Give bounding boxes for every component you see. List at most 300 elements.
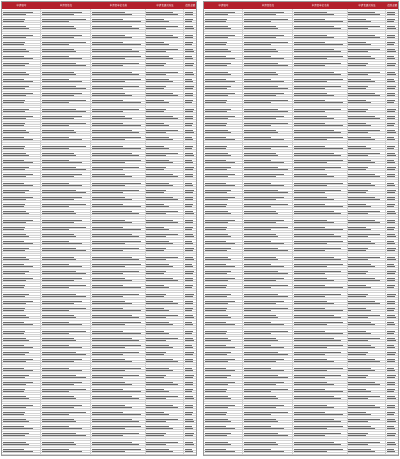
table-cell [293, 423, 347, 424]
cell-text-placeholder [294, 220, 327, 221]
table-cell [184, 196, 196, 197]
cell-text-placeholder [205, 146, 227, 147]
table-cell [348, 328, 387, 329]
cell-text-placeholder [146, 333, 169, 334]
cell-text-placeholder [348, 370, 374, 371]
cell-text-placeholder [3, 382, 33, 383]
table-cell [204, 418, 243, 419]
cell-text-placeholder [244, 42, 288, 43]
cell-text-placeholder [294, 398, 341, 399]
cell-text-placeholder [244, 398, 279, 399]
cell-text-placeholder [244, 35, 285, 36]
cell-text-placeholder [387, 225, 395, 226]
table-cell [41, 85, 91, 86]
cell-text-placeholder [348, 333, 371, 334]
table-cell [204, 196, 243, 197]
table-cell [348, 307, 387, 308]
cell-text-placeholder [92, 211, 132, 212]
table-cell [293, 293, 347, 294]
table-cell [91, 319, 145, 320]
table-cell [41, 233, 91, 234]
table-cell [386, 18, 398, 19]
cell-text-placeholder [348, 246, 380, 247]
cell-text-placeholder [387, 77, 394, 78]
cell-text-placeholder [185, 419, 193, 420]
cell-text-placeholder [387, 368, 394, 369]
cell-text-placeholder [42, 222, 75, 223]
cell-text-placeholder [42, 366, 86, 367]
table-cell [293, 155, 347, 156]
cell-text-placeholder [92, 61, 132, 62]
cell-text-placeholder [146, 255, 172, 256]
table-cell [204, 435, 243, 436]
cell-text-placeholder [185, 364, 193, 365]
table-cell [293, 106, 347, 107]
table-cell [243, 169, 293, 170]
table-cell [41, 173, 91, 174]
cell-text-placeholder [387, 165, 395, 166]
cell-text-placeholder [387, 146, 394, 147]
cell-text-placeholder [42, 56, 69, 57]
table-cell [386, 132, 398, 133]
table-cell [348, 162, 387, 163]
cell-text-placeholder [205, 209, 235, 210]
table-cell [204, 337, 243, 338]
table-cell [2, 407, 41, 408]
table-cell [243, 358, 293, 359]
table-cell [146, 178, 185, 179]
cell-text-placeholder [205, 317, 231, 318]
cell-text-placeholder [185, 37, 193, 38]
table-cell [91, 291, 145, 292]
table-cell [41, 314, 91, 315]
table-cell [293, 388, 347, 389]
cell-text-placeholder [244, 130, 277, 131]
table-cell [386, 233, 398, 234]
cell-text-placeholder [185, 158, 192, 159]
cell-text-placeholder [185, 174, 193, 175]
table-cell [41, 113, 91, 114]
cell-text-placeholder [387, 264, 394, 265]
table-cell [91, 102, 145, 103]
table-cell [243, 300, 293, 301]
cell-text-placeholder [348, 114, 371, 115]
cell-text-placeholder [3, 209, 33, 210]
table-cell [146, 277, 185, 278]
table-cell [146, 106, 185, 107]
cell-text-placeholder [244, 107, 277, 108]
table-cell [348, 250, 387, 251]
cell-text-placeholder [3, 283, 29, 284]
cell-text-placeholder [348, 209, 374, 210]
table-cell [348, 261, 387, 262]
cell-text-placeholder [205, 354, 227, 355]
table-cell [2, 252, 41, 253]
table-body [204, 9, 398, 456]
cell-text-placeholder [185, 440, 193, 441]
table-cell [386, 92, 398, 93]
cell-text-placeholder [387, 142, 395, 143]
table-cell [204, 14, 243, 15]
table-cell [348, 300, 387, 301]
cell-text-placeholder [387, 179, 395, 180]
table-cell [386, 199, 398, 200]
table-cell [184, 169, 196, 170]
table-cell [184, 90, 196, 91]
table-cell [41, 187, 91, 188]
cell-text-placeholder [348, 109, 368, 110]
table-cell [91, 277, 145, 278]
cell-text-placeholder [205, 100, 227, 101]
cell-text-placeholder [348, 354, 366, 355]
cell-text-placeholder [387, 172, 394, 173]
table-cell [91, 215, 145, 216]
table-cell [293, 289, 347, 290]
cell-text-placeholder [92, 246, 132, 247]
table-cell [348, 23, 387, 24]
table-cell [2, 104, 41, 105]
cell-text-placeholder [146, 68, 169, 69]
table-cell [204, 455, 243, 456]
table-cell [386, 97, 398, 98]
table-cell [386, 314, 398, 315]
cell-text-placeholder [244, 271, 279, 272]
cell-text-placeholder [185, 329, 193, 330]
cell-text-placeholder [244, 10, 271, 11]
table-cell [348, 363, 387, 364]
table-cell [386, 125, 398, 126]
cell-text-placeholder [205, 44, 226, 45]
cell-text-placeholder [92, 31, 123, 32]
cell-text-placeholder [92, 345, 141, 346]
table-cell [348, 393, 387, 394]
cell-text-placeholder [244, 44, 271, 45]
cell-text-placeholder [205, 315, 228, 316]
cell-text-placeholder [3, 419, 26, 420]
cell-text-placeholder [185, 225, 193, 226]
cell-text-placeholder [185, 72, 193, 73]
table-cell [2, 324, 41, 325]
cell-text-placeholder [294, 401, 325, 402]
cell-text-placeholder [348, 315, 380, 316]
table-cell [386, 208, 398, 209]
cell-text-placeholder [92, 81, 125, 82]
table-cell [348, 21, 387, 22]
table-cell [348, 361, 387, 362]
cell-text-placeholder [348, 24, 374, 25]
table-cell [146, 148, 185, 149]
cell-text-placeholder [92, 294, 139, 295]
table-cell [41, 18, 91, 19]
table-cell [2, 125, 41, 126]
table-cell [2, 203, 41, 204]
cell-text-placeholder [294, 447, 325, 448]
table-cell [184, 398, 196, 399]
table-cell [386, 453, 398, 454]
cell-text-placeholder [42, 308, 86, 309]
cell-text-placeholder [185, 167, 193, 168]
cell-text-placeholder [205, 195, 226, 196]
cell-text-placeholder [146, 146, 164, 147]
cell-text-placeholder [92, 373, 132, 374]
table-cell [2, 400, 41, 401]
table-cell [91, 455, 145, 456]
cell-text-placeholder [185, 236, 193, 237]
cell-text-placeholder [205, 253, 226, 254]
table-cell [146, 9, 185, 10]
table-cell [348, 398, 387, 399]
table-cell [204, 287, 243, 288]
cell-text-placeholder [244, 204, 288, 205]
table-cell [243, 326, 293, 327]
table-cell [146, 451, 185, 452]
cell-text-placeholder [42, 165, 75, 166]
cell-text-placeholder [3, 84, 26, 85]
table-cell [91, 229, 145, 230]
cell-text-placeholder [205, 294, 231, 295]
cell-text-placeholder [185, 192, 192, 193]
cell-text-placeholder [3, 111, 25, 112]
cell-text-placeholder [3, 86, 29, 87]
cell-text-placeholder [294, 162, 327, 163]
table-cell [91, 441, 145, 442]
table-cell [2, 108, 41, 109]
table-cell [41, 46, 91, 47]
cell-text-placeholder [294, 232, 327, 233]
cell-text-placeholder [244, 338, 277, 339]
cell-text-placeholder [3, 454, 26, 455]
cell-text-placeholder [42, 264, 69, 265]
cell-text-placeholder [185, 165, 193, 166]
cell-text-placeholder [185, 179, 193, 180]
cell-text-placeholder [42, 255, 83, 256]
table-cell [91, 448, 145, 449]
table-cell [91, 344, 145, 345]
table-cell [184, 337, 196, 338]
table-cell [204, 388, 243, 389]
table-cell [41, 287, 91, 288]
cell-text-placeholder [92, 144, 139, 145]
cell-text-placeholder [185, 338, 193, 339]
table-cell [41, 88, 91, 89]
cell-text-placeholder [185, 255, 193, 256]
table-cell [293, 256, 347, 257]
cell-text-placeholder [3, 426, 24, 427]
cell-text-placeholder [92, 301, 125, 302]
cell-text-placeholder [387, 299, 394, 300]
table-cell [293, 46, 347, 47]
cell-text-placeholder [387, 266, 395, 267]
cell-text-placeholder [387, 65, 394, 66]
cell-text-placeholder [185, 74, 193, 75]
cell-text-placeholder [3, 72, 26, 73]
cell-text-placeholder [3, 412, 25, 413]
table-cell [386, 356, 398, 357]
cell-text-placeholder [3, 405, 33, 406]
table-left [1, 1, 197, 456]
table-cell [243, 268, 293, 269]
cell-text-placeholder [185, 394, 193, 395]
cell-text-placeholder [3, 65, 25, 66]
table-cell [91, 95, 145, 96]
table-cell [204, 256, 243, 257]
cell-text-placeholder [348, 197, 374, 198]
table-cell [243, 129, 293, 130]
cell-text-placeholder [244, 287, 271, 288]
cell-text-placeholder [92, 28, 139, 29]
cell-text-placeholder [146, 236, 166, 237]
cell-text-placeholder [244, 197, 285, 198]
cell-text-placeholder [3, 262, 25, 263]
cell-text-placeholder [146, 299, 169, 300]
table-cell [243, 287, 293, 288]
cell-text-placeholder [92, 431, 132, 432]
table-cell [386, 62, 398, 63]
table-cell [204, 30, 243, 31]
cell-text-placeholder [42, 125, 69, 126]
cell-text-placeholder [3, 121, 29, 122]
cell-text-placeholder [244, 317, 279, 318]
cell-text-placeholder [244, 31, 288, 32]
table-cell [91, 199, 145, 200]
cell-text-placeholder [185, 135, 192, 136]
table-cell [386, 67, 398, 68]
cell-text-placeholder [3, 58, 33, 59]
table-cell [2, 386, 41, 387]
cell-text-placeholder [244, 370, 285, 371]
cell-text-placeholder [185, 10, 192, 11]
cell-text-placeholder [92, 93, 125, 94]
cell-text-placeholder [244, 364, 279, 365]
table-cell [348, 201, 387, 202]
cell-text-placeholder [42, 17, 77, 18]
table-cell [2, 361, 41, 362]
table-cell [293, 428, 347, 429]
cell-text-placeholder [205, 174, 235, 175]
table-cell [348, 139, 387, 140]
table-cell [386, 115, 398, 116]
cell-text-placeholder [185, 373, 193, 374]
cell-text-placeholder [348, 51, 368, 52]
cell-text-placeholder [92, 26, 132, 27]
table-cell [204, 317, 243, 318]
cell-text-placeholder [348, 377, 366, 378]
cell-text-placeholder [146, 306, 166, 307]
cell-text-placeholder [92, 359, 125, 360]
table-cell [146, 53, 185, 54]
table-cell [348, 44, 387, 45]
cell-text-placeholder [146, 63, 166, 64]
cell-text-placeholder [294, 257, 334, 258]
table-cell [204, 199, 243, 200]
table-cell [184, 226, 196, 227]
table-cell [204, 51, 243, 52]
table-cell [146, 159, 185, 160]
table-cell [2, 268, 41, 269]
cell-text-placeholder [205, 63, 231, 64]
cell-text-placeholder [205, 116, 235, 117]
table-cell [184, 425, 196, 426]
cell-text-placeholder [146, 135, 164, 136]
table-cell [41, 270, 91, 271]
cell-text-placeholder [92, 428, 125, 429]
cell-text-placeholder [146, 366, 164, 367]
table-cell [348, 171, 387, 172]
cell-text-placeholder [348, 241, 371, 242]
table-cell [91, 423, 145, 424]
table-cell [41, 41, 91, 42]
cell-text-placeholder [146, 444, 166, 445]
cell-text-placeholder [294, 428, 327, 429]
cell-text-placeholder [92, 107, 132, 108]
table-cell [184, 263, 196, 264]
table-cell [2, 62, 41, 63]
cell-text-placeholder [387, 324, 395, 325]
table-cell [243, 222, 293, 223]
cell-text-placeholder [185, 209, 193, 210]
table-cell [41, 437, 91, 438]
table-cell [184, 99, 196, 100]
table-cell [243, 62, 293, 63]
table-cell [2, 421, 41, 422]
table-cell [204, 203, 243, 204]
cell-text-placeholder [146, 315, 178, 316]
cell-text-placeholder [3, 324, 33, 325]
cell-text-placeholder [205, 37, 228, 38]
table-cell [146, 71, 185, 72]
table-cell [41, 282, 91, 283]
cell-text-placeholder [3, 377, 25, 378]
cell-text-placeholder [294, 343, 325, 344]
cell-text-placeholder [205, 440, 235, 441]
table-cell [146, 16, 185, 17]
table-cell [204, 83, 243, 84]
cell-text-placeholder [244, 313, 285, 314]
table-cell [293, 152, 347, 153]
cell-text-placeholder [42, 421, 77, 422]
table-cell [2, 169, 41, 170]
table-cell [41, 11, 91, 12]
cell-text-placeholder [42, 26, 75, 27]
cell-text-placeholder [3, 246, 26, 247]
table-cell [204, 222, 243, 223]
cell-text-placeholder [294, 204, 325, 205]
table-cell [293, 85, 347, 86]
table-cell [41, 243, 91, 244]
table-cell [348, 148, 387, 149]
cell-text-placeholder [92, 132, 139, 133]
cell-text-placeholder [294, 118, 334, 119]
table-cell [348, 448, 387, 449]
cell-text-placeholder [92, 343, 123, 344]
table-cell [91, 437, 145, 438]
cell-text-placeholder [294, 202, 341, 203]
cell-text-placeholder [146, 93, 172, 94]
table-cell [386, 215, 398, 216]
cell-text-placeholder [146, 211, 178, 212]
cell-text-placeholder [92, 151, 125, 152]
cell-text-placeholder [244, 116, 285, 117]
cell-text-placeholder [294, 368, 343, 369]
table-cell [91, 365, 145, 366]
table-cell [348, 243, 387, 244]
table-cell [386, 48, 398, 49]
table-cell [293, 363, 347, 364]
table-cell [184, 342, 196, 343]
cell-text-placeholder [185, 160, 192, 161]
table-cell [293, 263, 347, 264]
table-cell [243, 67, 293, 68]
